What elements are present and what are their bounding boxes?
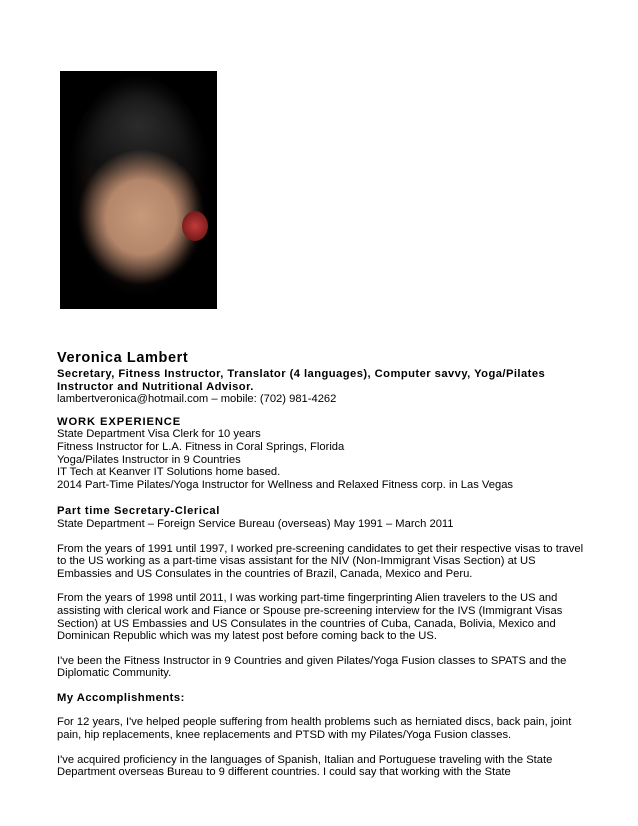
profile-photo-oval bbox=[66, 77, 211, 303]
spacer bbox=[57, 491, 587, 505]
work-item: Yoga/Pilates Instructor in 9 Countries bbox=[57, 453, 241, 466]
contact-info: lambertveronica@hotmail.com – mobile: (702) 981-4262 bbox=[57, 393, 337, 406]
work-experience-heading: WORK EXPERIENCE bbox=[57, 415, 182, 428]
secretary-paragraph: I've been the Fitness Instructor in 9 Countries and given Pilates/Yoga Fusion classes to SPATS and the Diplomatic Community. bbox=[57, 654, 567, 680]
person-name: Veronica Lambert bbox=[57, 350, 189, 366]
secretary-heading: Part time Secretary-Clerical bbox=[57, 505, 220, 518]
resume-content bbox=[57, 350, 587, 791]
secretary-paragraph: From the years of 1991 until 1997, I worked pre-screening candidates to get their respective visas to travel to the US working as a part-time visas assistant for the NIV (Non-Immigrant Visas Section) at US Embassies and US Consulates in the countries of Brazil, Canada, Mexico and Peru. bbox=[57, 542, 584, 580]
work-item: Fitness Instructor for L.A. Fitness in Coral Springs, Florida bbox=[57, 440, 345, 453]
profile-photo bbox=[60, 71, 217, 309]
accomplishment-paragraph: For 12 years, I've helped people suffering from health problems such as herniated discs, back pain, joint pain, hip replacements, knee replacements and PTSD with my Pilates/Yoga Fusion classes. bbox=[57, 716, 572, 742]
spacer bbox=[57, 531, 587, 543]
secretary-paragraph: From the years of 1998 until 2011, I was working part-time fingerprinting Alien travelers to the US and assisting with clerical work and Fiance or Spouse pre-screening interview for the IVS (Immigrant Visas Section) at US Embassies and US Consulates in the countries of Cuba, Canada, Bolivia, Mexico and Dominican Republic which was my latest post before coming back to the US. bbox=[57, 592, 563, 643]
person-tagline: Secretary, Fitness Instructor, Translator (4 languages), Computer savvy, Yoga/Pilates Instructor and Nutritional Advisor. bbox=[57, 368, 546, 393]
secretary-subtitle: State Department – Foreign Service Bureau (overseas) May 1991 – March 2011 bbox=[57, 517, 454, 530]
work-item: 2014 Part-Time Pilates/Yoga Instructor for Wellness and Relaxed Fitness corp. in Las Vegas bbox=[57, 478, 514, 491]
work-item: IT Tech at Keanver IT Solutions home based. bbox=[57, 466, 281, 479]
work-item: State Department Visa Clerk for 10 years bbox=[57, 428, 261, 441]
accomplishment-paragraph: I've acquired proficiency in the languages of Spanish, Italian and Portuguese traveling with the State Department overseas Bureau to 9 different countries. I could say that working with the State bbox=[57, 753, 553, 779]
profile-photo-accent bbox=[182, 211, 208, 241]
accomplishments-heading: My Accomplishments: bbox=[57, 691, 185, 704]
